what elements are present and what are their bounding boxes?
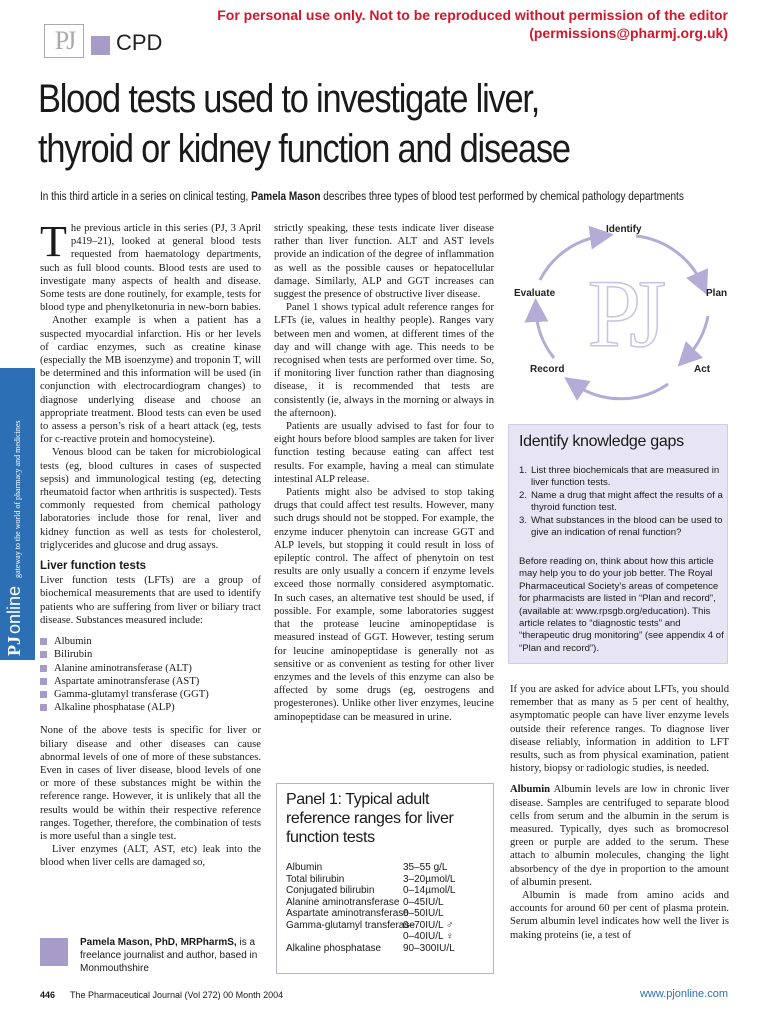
question-text: What substances in the blood can be used to give an indication of renal function? [531, 514, 723, 539]
knowledge-gaps-note: Before reading on, think about how this article may help you to do your job better. The Royal Pharmaceutical Society’s areas of competence for pharmacists are listed in “Plan and record”, (available at: www.rpsgb.org/education). This article relates to “diagnostic tests” and “therapeutic drug monitoring” (see appendix 4 of “Plan and record”). [519, 556, 724, 654]
test-name: Albumin [286, 862, 323, 873]
body-column-1 [40, 217, 261, 870]
cycle-label-plan: Plan [706, 288, 728, 299]
panel-1-reference-ranges [276, 783, 494, 974]
table-row [286, 874, 491, 886]
lft-substance-list [40, 635, 261, 714]
bullet-square-icon [40, 638, 47, 645]
author-bio [80, 936, 275, 975]
author-description: is a freelance journalist and author, based in Monmouthshire [80, 937, 258, 974]
cycle-pj-logo: PJ [587, 260, 655, 367]
panel-1-title: Panel 1: Typical adult reference ranges for liver function tests [286, 791, 454, 846]
author-marker [40, 938, 68, 966]
standfirst [40, 188, 712, 204]
paragraph: Albumin is made from amino acids and accounts for around 60 per cent of plasma protein. Serum albumin level indicates how well the liver is making proteins (ie, a test of [510, 890, 729, 941]
albumin-text: Albumin levels are low in chronic liver disease. Samples are centrifuged to separate blood cells from serum and the albumin in the serum is measured. Typically, dyes such as bromocresol green or purple are added to the serum. These attach to albumin molecules, changing the light absorbency of the dye in proportion to the amount of albumin present. [510, 784, 729, 888]
notice-line-2: (permissions@pharmj.org.uk) [529, 25, 728, 41]
standfirst-pre: In this third article in a series on clinical testing, [40, 189, 252, 203]
arrow-act-record [574, 384, 668, 399]
knowledge-gaps-title: Identify knowledge gaps [519, 433, 684, 450]
cycle-label-evaluate: Evaluate [514, 288, 556, 299]
test-range: 35–55 g/L [403, 862, 448, 873]
table-row [286, 943, 491, 955]
test-range: 3–20µmol/L [403, 873, 456, 885]
table-row [286, 862, 491, 874]
test-name: Alanine aminotransferase [286, 896, 400, 908]
side-online-label: online [4, 585, 24, 634]
list-item [519, 465, 724, 490]
cpd-cycle-diagram [508, 218, 734, 410]
question-text: List three biochemicals that are measured in liver function tests. [531, 465, 720, 489]
cycle-graphic [508, 218, 734, 410]
website-link[interactable]: www.pjonline.com [639, 988, 728, 1000]
intro-text: he previous article in this series (PJ, 3 April p419–21), looked at general blood tests requested from haematology departments, such as full blood counts. Blood tests are used to investigate many aspects of health and disease. Some tests are done routinely, for example, tests for blood type and phenylketonuria in new-born babies. [40, 223, 261, 314]
test-name: Gamma-glutamyl transferase [286, 919, 415, 931]
subsection-label-albumin: Albumin [510, 784, 551, 796]
paragraph: If you are asked for advice about LFTs, you should remember that as many as 5 per cent of healthy, asymptomatic people can have liver enzyme levels outside their reference ranges. To diagnose liver disease reliably, information in addition to LFT results, such as from physical examination, patient history, biopsy or radiologic studies, is needed. [510, 684, 729, 775]
table-row [286, 920, 491, 932]
paragraph: Liver enzymes (ALT, AST, etc) leak into the blood when liver cells are damaged so, [40, 844, 261, 869]
knowledge-gaps-box [508, 424, 728, 664]
test-range: 0–70IU/L ♂ [403, 919, 454, 931]
list-item-label: Alanine aminotransferase (ALT) [54, 662, 192, 674]
author-name: Pamela Mason, PhD, MRPharmS, [80, 937, 237, 948]
bullet-square-icon [40, 678, 47, 685]
test-name: Alkaline phosphatase [286, 942, 382, 954]
list-item-label: Bilirubin [54, 649, 93, 661]
list-item [40, 648, 261, 661]
test-range: 90–300IU/L [403, 942, 455, 954]
table-row [286, 908, 491, 920]
question-number: 3. [519, 514, 528, 526]
list-item [40, 675, 261, 688]
standfirst-post: describes three types of blood test performed by chemical pathology departments [320, 189, 684, 203]
title-line-2: thyroid or kidney function and disease [38, 127, 570, 171]
bullet-square-icon [40, 651, 47, 658]
test-name: Total bilirubin [286, 873, 345, 885]
reference-range-table [286, 862, 491, 954]
paragraph: Liver function tests (LFTs) are a group of biochemical measurements that are used to identify patients who are suffering from liver or biliary tract disease. Substances measured include: [40, 575, 261, 626]
list-item [40, 701, 261, 714]
article-title [38, 74, 640, 174]
question-number: 1. [519, 465, 528, 476]
page-number: 446 [40, 990, 56, 1000]
cycle-label-record: Record [530, 364, 565, 375]
section-heading-lft: Liver function tests [40, 560, 147, 573]
pjonline-side-banner[interactable] [0, 368, 35, 660]
table-row [286, 885, 491, 897]
journal-citation: The Pharmaceutical Journal (Vol 272) 00 Month 2004 [70, 990, 284, 1000]
body-column-2 [274, 222, 494, 724]
paragraph [40, 217, 261, 314]
paragraph: strictly speaking, these tests indicate liver disease rather than liver function. ALT and AST levels provide an indication of the degree of inflammation as well as the possible causes or hepatocellular damage. Similarly, ALP and GGT increases can suggest the presence of obstructive liver disease. [274, 223, 494, 301]
bullet-square-icon [40, 665, 47, 672]
list-item [40, 688, 261, 701]
paragraph [510, 783, 729, 889]
list-item-label: Albumin [54, 636, 92, 648]
list-item [40, 662, 261, 675]
test-range: 0–45IU/L [403, 896, 444, 908]
list-item [40, 635, 261, 648]
knowledge-questions [519, 465, 724, 539]
body-column-3 [510, 683, 729, 942]
drop-cap: T [40, 217, 67, 266]
cycle-label-identify: Identify [606, 224, 642, 235]
section-label: CPD [116, 30, 163, 55]
list-item-label: Alkaline phosphatase (ALP) [54, 702, 175, 714]
paragraph: Patients are usually advised to fast for four to eight hours before blood samples are taken for liver function testing because eating can affect test results. For example, having a meal can stimulate intestinal ALP release. [274, 421, 494, 485]
test-name: Aspartate aminotransferase [286, 908, 409, 919]
paragraph: None of the above tests is specific for liver or biliary disease and other diseases can cause abnormal levels of one of more of these substances. Even in cases of liver disease, blood levels of one or more of these substances might be within the reference range. However, it is unlikely that all the results would be within their respective reference ranges. Together, therefore, the combination of tests is more useful than a single test. [40, 725, 261, 842]
paragraph: Another example is when a patient has a suspected myocardial infarction. His or her levels of cardiac enzymes, such as creatine kinase (especially the MB isoenzyme) and troponin T, will be determined and this information will be used (in conjunction with electrocardiogram changes) to diagnose underlying disease and choose an appropriate treatment. Blood tests can even be used to assess a person’s risk of a heart attack (eg, tests for c-reactive protein and homocysteine). [40, 315, 261, 446]
table-row [286, 931, 491, 943]
paragraph: Panel 1 shows typical adult reference ranges for LFTs (ie, values in healthy people). Ranges vary between men and women, at different times of the day and will change with age. This needs to be recognised when tests are performed over time. So, if monitoring liver function rather than diagnosing disease, it is recommended that tests are consistently (ie, always in the morning or always in the afternoon). [274, 302, 494, 419]
notice-line-1: For personal use only. Not to be reproduced without permission of the editor [217, 7, 728, 23]
test-range: 0–40IU/L ♀ [403, 931, 454, 942]
test-range: 0–50IU/L [403, 908, 444, 919]
title-line-1: Blood tests used to investigate liver, [38, 77, 540, 121]
table-row [286, 897, 491, 909]
side-banner-text [4, 420, 25, 656]
standfirst-author: Pamela Mason [251, 189, 321, 203]
side-pj-logo: PJ [4, 636, 24, 656]
paragraph: Patients might also be advised to stop taking drugs that could affect test results. However, many such drugs should not be stopped. For example, the enzyme inducer phenytoin can increase GGT and ALP levels, but stopping it could result in loss of epileptic control. The affect of phenytoin on test results are only usually a concern if enzyme levels exceed those normally considered asymptomatic. In such cases, an alternative test should be used, if possible. For example, some laboratories suggest that the protease leucine aminopeptidase is measured instead of GGT. However, testing serum for leucine aminopeptidase is generally not as sensitive or as convenient as testing for other liver enzymes and the levels of this enzyme can also be affected by some drugs (eg, oestrogens and progesterones). Unlike other liver enzymes, leucine aminopeptidase can be measured in urine. [274, 487, 494, 723]
pj-logo: PJ [44, 24, 84, 58]
side-tagline: gateway to the world of pharmacy and medicines [13, 420, 22, 578]
list-item-label: Gamma-glutamyl transferase (GGT) [54, 688, 209, 700]
list-item [519, 490, 724, 515]
cpd-marker [91, 36, 110, 55]
bullet-square-icon [40, 691, 47, 698]
paragraph: Venous blood can be taken for microbiological tests (eg, blood cultures in cases of suspected sepsis) and immunological testing (eg, detecting rheumatoid factor when arthritis is suspected). Tests commonly requested from chemical pathology laboratories include those for renal, liver and kidney function as well as tests for cholesterol, triglycerides and glucose and drug assays. [40, 447, 261, 551]
arrow-plan-act [686, 316, 708, 358]
arrow-record-evaluate [536, 310, 554, 358]
cycle-label-act: Act [694, 364, 711, 375]
test-name: Conjugated bilirubin [286, 885, 375, 896]
question-number: 2. [519, 489, 528, 501]
list-item [519, 515, 724, 540]
list-item-label: Aspartate aminotransferase (AST) [54, 675, 200, 687]
test-range: 0–14µmol/L [403, 885, 456, 896]
question-text: Name a drug that might affect the results of a thyroid function test. [531, 489, 723, 514]
bullet-square-icon [40, 704, 47, 711]
